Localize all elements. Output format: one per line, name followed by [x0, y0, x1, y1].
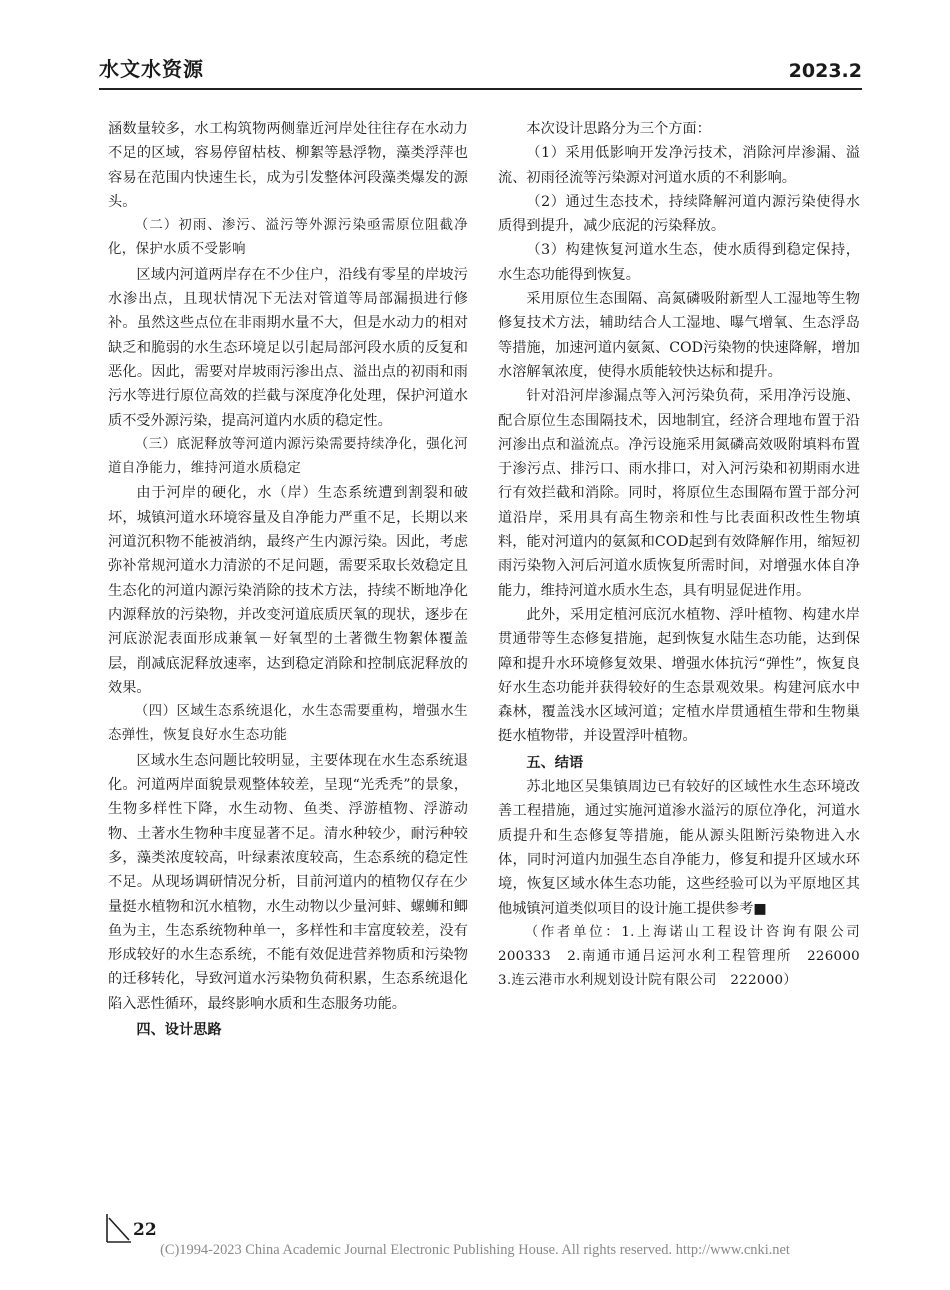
subheading: （三）底泥释放等河道内源污染需要持续净化，强化河道自净能力，维持河道水质稳定: [108, 436, 468, 477]
subheading: （四）区域生态系统退化，水生态需要重构，增强水生态弹性，恢复良好水生态功能: [108, 704, 468, 744]
right-column: [498, 117, 874, 994]
left-column: [108, 117, 468, 1042]
paragraph: 采用原位生态围隔、高氮磷吸附新型人工湿地等生物修复技术方法，辅助结合人工湿地、曝气增氧、生态浮岛等措施，加速河道内氨氮、COD污染物的快速降解，增加水溶解氧浓度，使得水质能较快达标和提升。: [498, 291, 860, 380]
section-heading: 四、设计思路: [136, 1021, 222, 1038]
author-affiliation: （作者单位：1.上海诺山工程设计咨询有限公司 200333 2.南通市通吕运河水利工程管理所 226000 3.连云港市水利规划设计院有限公司 222000）: [498, 924, 874, 989]
subheading: （二）初雨、渗污、溢污等外源污染亟需原位阻截净化，保护水质不受影响: [108, 218, 468, 258]
list-item: （3）构建恢复河道水生态，使水质得到稳定保持，水生态功能得到恢复。: [498, 242, 860, 283]
section-heading: 五、结语: [526, 754, 584, 771]
issue-number: 2023.2: [788, 60, 862, 82]
paragraph: 区域内河道两岸存在不少住户，沿线有零星的岸坡污水渗出点，且现状情况下无法对管道等局部漏损进行修补。虽然这些点位在非雨期水量不大，但是水动力的相对缺乏和脆弱的水生态环境足以引起局部河段水质的反复和恶化。因此，需要对岸坡雨污渗出点、溢出点的初雨和雨污水等进行原位高效的拦截与深度净化处理，保护河道水质不受外源污染，提高河道内水质的稳定性。: [108, 266, 468, 429]
copyright-watermark: (C)1994-2023 China Academic Journal Electronic Publishing House. All rights reserved. http://www.cnki.net: [160, 1242, 790, 1258]
paragraph: 区域水生态问题比较明显，主要体现在水生态系统退化。河道两岸面貌景观整体较差，呈现“光秃秃”的景象，生物多样性下降，水生动物、鱼类、浮游植物、浮游动物、土著水生物种丰度显著不足。清水种较少，耐污种较多，藻类浓度较高，叶绿素浓度较高，生态系统的稳定性不足。从现场调研情况分析，目前河道内的植物仅存在少量挺水植物和沉水植物，水生动物以少量河蚌、螺蛳和鲫鱼为主，生态系统物种单一，多样性和丰富度较差，没有形成较好的水生态系统，不能有效促进营养物质和污染物的迁移转化，导致河道水污染物负荷积累，生态系统退化陷入恶性循环，最终影响水质和生态服务功能。: [108, 752, 468, 1012]
paragraph: 涵数量较多，水工构筑物两侧靠近河岸处往往存在水动力不足的区域，容易停留枯枝、柳絮等悬浮物，藻类浮萍也容易在范围内快速生长，成为引发整体河段藻类爆发的源头。: [108, 121, 468, 210]
paragraph: 本次设计思路分为三个方面：: [526, 121, 711, 137]
page-number: 22: [133, 1220, 157, 1240]
page-header: [99, 54, 862, 90]
paragraph: 此外，采用定植河底沉水植物、浮叶植物、构建水岸贯通带等生态修复措施，起到恢复水陆生态功能，达到保障和提升水环境修复效果、增强水体抗污“弹性”，恢复良好水生态功能并获得较好的生态景观效果。构建河底水中森林，覆盖浅水区域河道；定植水岸贯通植生带和生物巢挺水植物带，并设置浮叶植物。: [498, 606, 860, 745]
paragraph: 由于河岸的硬化，水（岸）生态系统遭到割裂和破坏，城镇河道水环境容量及自净能力严重不足，长期以来河道沉积物不能被消纳，最终产生内源污染。因此，考虑弥补常规河道水力清淤的不足问题，需要采取长效稳定且生态化的河道内源污染消除的技术方法，持续不断地净化内源释放的污染物，并改变河道底质厌氧的现状，逐步在河底淤泥表面形成兼氧－好氧型的土著微生物絮体覆盖层，削减底泥释放速率，达到稳定消除和控制底泥释放的效果。: [108, 485, 468, 696]
list-item: （2）通过生态技术，持续降解河道内源污染使得水质得到提升，减少底泥的污染释放。: [498, 193, 860, 235]
paragraph: 针对沿河岸渗漏点等入河污染负荷，采用净污设施、配合原位生态围隔技术，因地制宜，经济合理地布置于沿河渗出点和溢流点。净污设施采用氮磷高效吸附填料布置于渗污点、排污口、雨水排口，对入河污染和初期雨水进行有效拦截和消除。同时，将原位生态围隔布置于部分河道沿岸，采用具有高生物亲和性与比表面积改性生物填料，能对河道内的氨氮和COD起到有效降解作用，缩短初雨污染物入河后河道水质恢复所需时间，对增强水体自净能力，维持河道水质水生态，具有明显促进作用。: [498, 388, 860, 599]
journal-name: 水文水资源: [99, 57, 204, 81]
list-item: （1）采用低影响开发净污技术，消除河岸渗漏、溢流、初雨径流等污染源对河道水质的不利影响。: [498, 145, 860, 186]
corner-arrow-icon: [104, 1212, 132, 1244]
paragraph: 苏北地区吴集镇周边已有较好的区域性水生态环境改善工程措施，通过实施河道渗水溢污的原位净化，河道水质提升和生态修复等措施，能从源头阻断污染物进入水体，同时河道内加强生态自净能力，修复和提升区域水环境，恢复区域水体生态功能，这些经验可以为平原地区其他城镇河道类似项目的设计施工提供参考■: [498, 779, 860, 917]
